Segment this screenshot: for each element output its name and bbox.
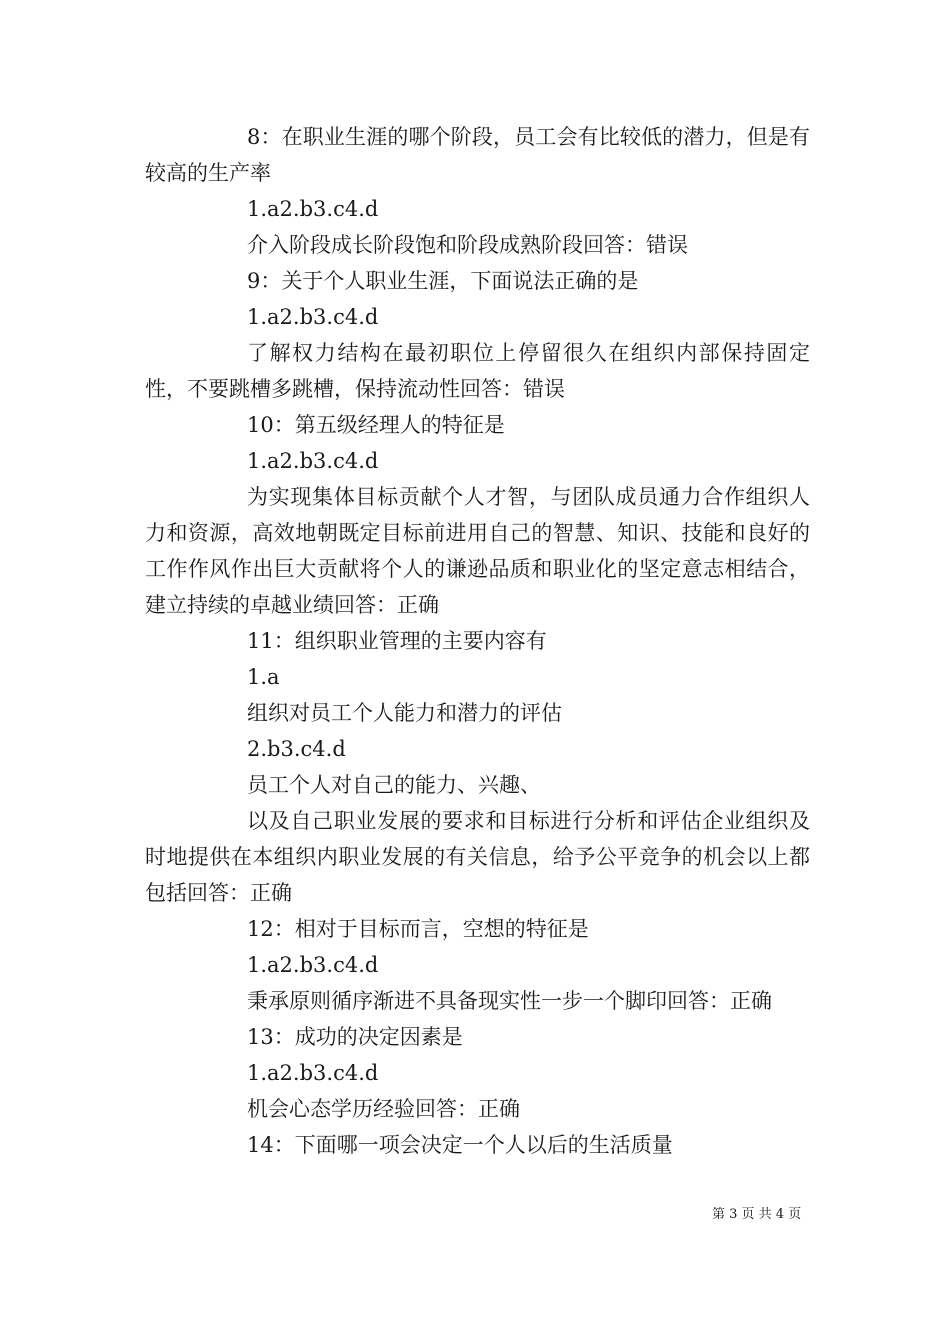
- paragraph: 1.a: [247, 665, 280, 689]
- paragraph: 以及自己职业发展的要求和目标进行分析和评估企业组织及时地提供在本组织内职业发展的有关信息，给予公平竞争的机会以上都包括回答：正确: [145, 809, 810, 905]
- paragraph: 8：在职业生涯的哪个阶段，员工会有比较低的潜力，但是有较高的生产率: [145, 125, 810, 185]
- paragraph: 9：关于个人职业生涯，下面说法正确的是: [247, 269, 639, 293]
- paragraph: 为实现集体目标贡献个人才智，与团队成员通力合作组织人力和资源，高效地朝既定目标前进用自己的智慧、知识、技能和良好的工作作风作出巨大贡献将个人的谦逊品质和职业化的坚定意志相结合，建立持续的卓越业绩回答：正确: [145, 485, 810, 617]
- paragraph: 2.b3.c4.d: [247, 737, 346, 761]
- paragraph: 14：下面哪一项会决定一个人以后的生活质量: [247, 1133, 673, 1157]
- paragraph: 12：相对于目标而言，空想的特征是: [247, 917, 589, 941]
- paragraph: 介入阶段成长阶段饱和阶段成熟阶段回答：错误: [247, 233, 688, 257]
- paragraph: 1.a2.b3.c4.d: [247, 1061, 379, 1085]
- paragraph: 11：组织职业管理的主要内容有: [247, 629, 547, 653]
- paragraph: 13：成功的决定因素是: [247, 1025, 463, 1049]
- paragraph: 机会心态学历经验回答：正确: [247, 1097, 520, 1121]
- paragraph: 1.a2.b3.c4.d: [247, 449, 379, 473]
- paragraph: 1.a2.b3.c4.d: [247, 953, 379, 977]
- paragraph: 10：第五级经理人的特征是: [247, 413, 505, 437]
- paragraph: 秉承原则循序渐进不具备现实性一步一个脚印回答：正确: [247, 989, 772, 1013]
- paragraph: 员工个人对自己的能力、兴趣、: [247, 773, 541, 797]
- paragraph: 了解权力结构在最初职位上停留很久在组织内部保持固定性，不要跳槽多跳槽，保持流动性回答：错误: [145, 341, 810, 401]
- document-body: [145, 119, 810, 1163]
- paragraph: 1.a2.b3.c4.d: [247, 305, 379, 329]
- page-number-footer: 第 3 页 共 4 页: [712, 1207, 802, 1222]
- paragraph: 组织对员工个人能力和潜力的评估: [247, 701, 562, 725]
- paragraph: 1.a2.b3.c4.d: [247, 197, 379, 221]
